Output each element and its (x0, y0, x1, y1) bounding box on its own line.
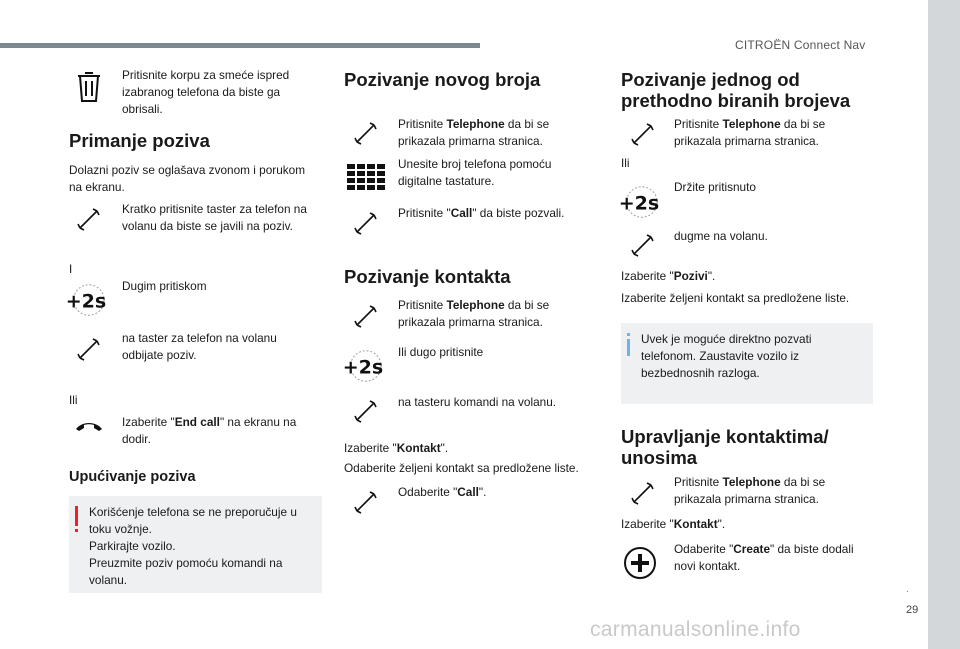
call-text-2: Odaberite "Call". (398, 485, 487, 499)
trash-text: Pritisnite korpu za smeće ispred izabranog telefona da biste ga obrisali. (122, 68, 290, 116)
receive-heading: Primanje poziva (69, 130, 210, 151)
outgoing-heading: Upućivanje poziva (69, 469, 196, 485)
end-call-text: Izaberite "End call" na ekranu na dodir. (122, 415, 297, 446)
hold-2s-icon (343, 348, 383, 384)
info-text: Uvek je moguće direktno pozvati telefonom. Zaustavite vozilo iz bezbednosnih razloga. (641, 332, 812, 380)
hold-2s-icon (619, 184, 659, 220)
call-text: Pritisnite "Call" da biste pozvali. (398, 206, 565, 220)
continue-mark: . (906, 584, 909, 595)
hold-text: Držite pritisnuto (674, 180, 756, 194)
warning-box (69, 496, 322, 593)
add-contact-icon (620, 546, 660, 580)
short-press-text: Kratko pritisnite taster za telefon na volanu da biste se javili na poziv. (122, 202, 307, 233)
phone-icon (623, 123, 663, 147)
phone-icon (69, 208, 109, 232)
svg-text:+2s: +2s (619, 192, 659, 215)
or-text-1: I (69, 262, 73, 276)
manage-contacts-heading: Upravljanje kontaktima/ unosima (621, 426, 829, 468)
contact-heading: Pozivanje kontakta (344, 266, 511, 287)
svg-text:+2s: +2s (66, 290, 106, 313)
telephone-text-4: Pritisnite Telephone da bi se prikazala primarna stranica. (674, 475, 826, 506)
warning-icon (75, 506, 78, 526)
svg-text:+2s: +2s (343, 356, 383, 379)
phone-icon (623, 482, 663, 506)
phone-icon (346, 400, 386, 424)
new-number-heading: Pozivanje novog broja (344, 69, 541, 90)
wheel-text-3: dugme na volanu. (674, 229, 768, 243)
select-contact-text: Odaberite željeni kontakt sa predložene liste. (344, 461, 579, 475)
header-title: CITROËN Connect Nav (735, 38, 866, 52)
keypad-text: Unesite broj telefona pomoću digitalne tastature. (398, 157, 552, 188)
phone-icon (346, 305, 386, 329)
select-contact-text-3: Izaberite željeni kontakt sa predložene liste. (621, 291, 850, 305)
phone-icon (346, 122, 386, 146)
page-number: 29 (906, 604, 919, 616)
header-rule (0, 43, 480, 48)
end-call-icon (69, 419, 109, 433)
phone-icon (623, 234, 663, 258)
keypad-icon (346, 164, 386, 190)
hold-2s-icon (66, 282, 106, 318)
warning-text: Korišćenje telefona se ne preporučuje u toku vožnje. Parkirajte vozilo. Preuzmite poziv pomoću komandi na volanu. (89, 505, 297, 587)
select-kontakt-text: Izaberite "Kontakt". (344, 441, 449, 455)
phone-icon (346, 212, 386, 236)
phone-icon (69, 338, 109, 362)
watermark: carmanualsonline.info (590, 618, 801, 641)
receive-intro: Dolazni poziv se oglašava zvonom i porukom na ekranu. (69, 163, 306, 194)
select-pozivi-text: Izaberite "Pozivi". (621, 269, 716, 283)
phone-icon (346, 491, 386, 515)
side-strip (928, 0, 960, 649)
telephone-text: Pritisnite Telephone da bi se prikazala primarna stranica. (398, 117, 550, 148)
telephone-text-2: Pritisnite Telephone da bi se prikazala primarna stranica. (398, 298, 550, 329)
select-kontakt-text-3: Izaberite "Kontakt". (621, 517, 726, 531)
long-press-text: Dugim pritiskom (122, 279, 207, 293)
wheel-text: na tasteru komandi na volanu. (398, 395, 557, 409)
long-press-text-2: Ili dugo pritisnite (398, 345, 484, 359)
trash-icon (69, 72, 109, 102)
info-box (621, 323, 873, 404)
or-text-3: Ili (621, 156, 630, 170)
create-text: Odaberite "Create" da biste dodali novi kontakt. (674, 542, 854, 573)
info-icon (627, 333, 630, 336)
previous-numbers-heading: Pozivanje jednog od prethodno biranih brojeva (621, 69, 851, 111)
reject-text: na taster za telefon na volanu odbijate poziv. (122, 331, 277, 362)
or-text-2: Ili (69, 393, 78, 407)
telephone-text-3: Pritisnite Telephone da bi se prikazala primarna stranica. (674, 117, 826, 148)
